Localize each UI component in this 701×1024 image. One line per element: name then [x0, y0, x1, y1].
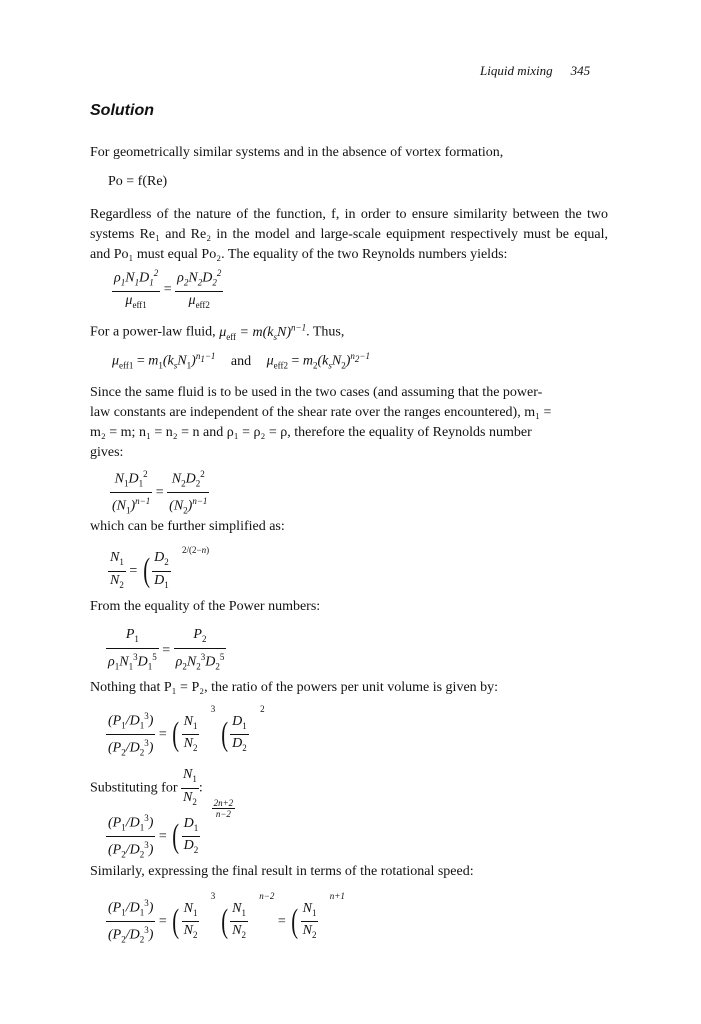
equation-power-number-equality: $\frac{P_1}{\rho_1N_1^3D_1^5}$ = $\frac{P_2}{\rho_2N_2^3D_2^5}$ — [108, 627, 225, 672]
paragraph-rotational-speed: Similarly, expressing the final result in terms of the rotational speed: — [90, 864, 474, 879]
same-fluid-line-2: law constants are independent of the shear rate over the ranges encountered), m₁ = — [90, 405, 552, 420]
and-word: and — [230, 353, 252, 369]
equation-po-fre: Po = f(Re) — [108, 174, 168, 189]
paragraph-power-numbers: From the equality of the Power numbers: — [90, 599, 321, 614]
paragraph-similarity: Regardless of the nature of the function, f, in order to ensure similarity between the two systems Re₁ and Re₂ in the model and large-scale equipment respectively must be equal, and Po₁ must equal Po₂. The equality of the two Reynolds numbers yields: — [90, 207, 608, 262]
equation-mu-eff: $\mu_{eff1} = m_1(k_sN_1)^{n_1-1}$ and $\mu_{eff2} = m_2(k_sN_2)^{n_2-1}$ — [112, 351, 370, 371]
equation-reynolds-simplified: $\frac{N_1D_1^2}{(N_1)^{n-1}}$ = $\frac{N_2D_2^2}{(N_2)^{n-1}}$ — [110, 466, 209, 520]
page-number: 345 — [570, 63, 591, 78]
section-title: Solution — [90, 102, 154, 119]
equation-speed-ratio: $\frac{N_1}{N_2}$ = ( $\frac{D_2}{D_1}$ $^{2/(2-n)}$ — [110, 545, 210, 590]
running-header — [480, 63, 590, 79]
equation-power-ratio-diameter: $\frac{(P_1/D_1^3)}{(P_2/D_2^3)}$ = ( $\frac{D_1}{D_2}$ $^{\frac{2n+2}{n-2}}$ — [108, 798, 234, 860]
same-fluid-line-1: Since the same fluid is to be used in the two cases (and assuming that the power- — [90, 385, 543, 400]
paragraph-power-law — [90, 322, 344, 341]
same-fluid-line-3: m₂ = m; n₁ = n₂ = n and ρ₁ = ρ₂ = ρ, therefore the equality of Reynolds number — [90, 425, 532, 440]
paragraph-powers-per-volume: Nothing that P₁ = P₂, the ratio of the powers per unit volume is given by: — [90, 680, 499, 695]
power-law-text: For a power-law fluid, $\mu_{eff} = m(k_sN)^{n-1}$. Thus, — [90, 322, 345, 342]
equation-power-ratio: $\frac{(P_1/D_1^3)}{(P_2/D_2^3)}$ = ( $\frac{N_1}{N_2}$ $^3$ ( $\frac{D_1}{D_2}$ $^2$ — [108, 704, 265, 758]
same-fluid-line-4: gives: — [90, 445, 124, 460]
paragraph-simplified: which can be further simplified as: — [90, 519, 285, 534]
paragraph-intro: For geometrically similar systems and in the absence of vortex formation, — [90, 145, 504, 160]
running-header-title: Liquid mixing — [480, 63, 553, 78]
paragraph-same-fluid — [90, 383, 608, 463]
paragraph-substituting: Substituting for $\frac{N_1}{N_2}$ : — [90, 767, 203, 807]
equation-reynolds-equality: $\frac{\rho_1N_1D_1^2}{\mu_{eff1}}$ = $\frac{\rho_2N_2D_2^2}{\mu_{eff2}}$ — [112, 265, 223, 314]
equation-power-ratio-speed: $\frac{(P_1/D_1^3)}{(P_2/D_2^3)}$ = ( $\frac{N_1}{N_2}$ $^3$ ( $\frac{N_1}{N_2}$ $^{n-2}$ = ( $\frac{N_1}{N_2}$ $^{n+1}$ — [108, 891, 345, 945]
substituting-text: Substituting for — [90, 780, 178, 796]
